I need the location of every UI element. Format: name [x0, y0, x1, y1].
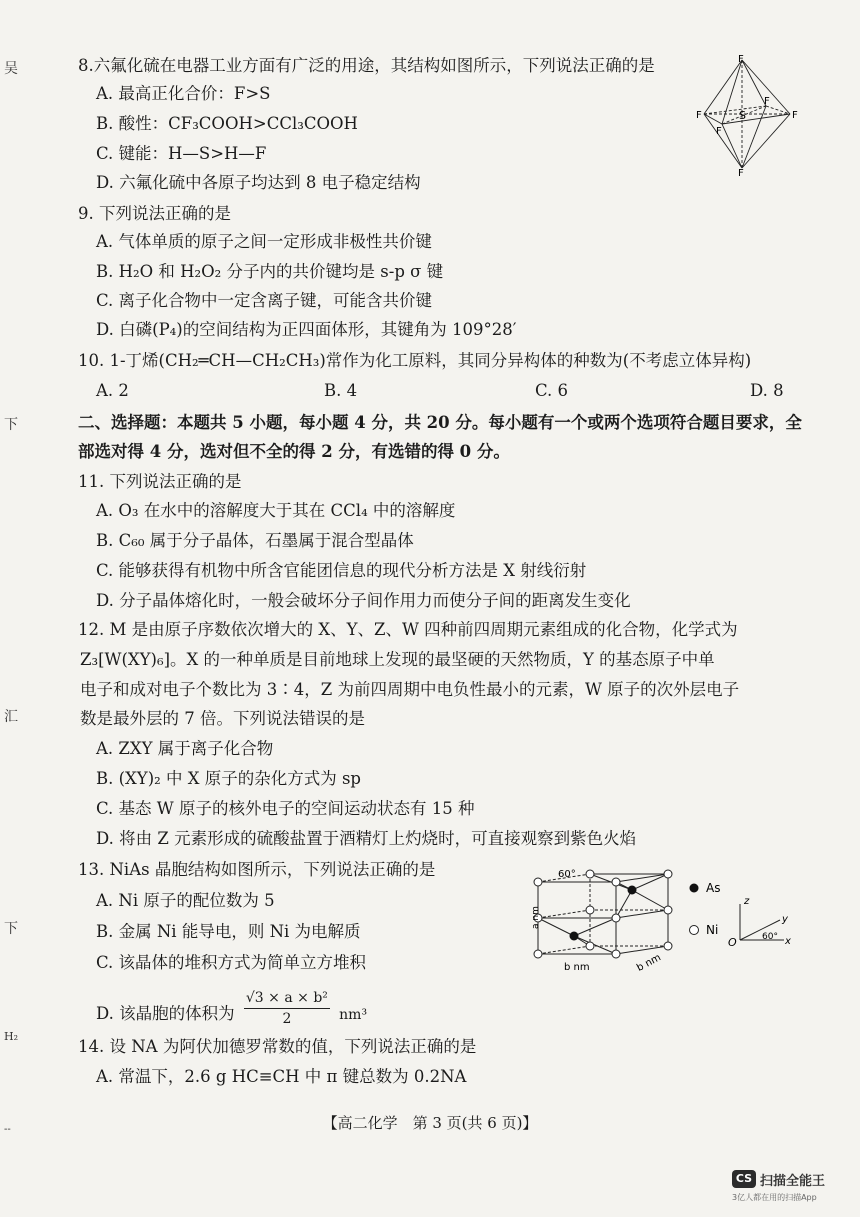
- fraction-numerator: √3 × a × b²: [244, 988, 330, 1009]
- scanner-tagline: 3亿人都在用的扫描App: [732, 1193, 817, 1202]
- question-10-option-d: D. 8: [750, 381, 784, 400]
- question-8-option-d: D. 六氟化硫中各原子均达到 8 电子稳定结构: [96, 173, 421, 192]
- question-11-option-b: B. C₆₀ 属于分子晶体，石墨属于混合型晶体: [96, 531, 414, 550]
- legend-as-label: As: [706, 881, 721, 895]
- cell-edge-label: b nm: [635, 952, 663, 974]
- margin-mark: 吴: [4, 61, 18, 77]
- f-atom-label: F: [792, 110, 798, 121]
- question-14-stem: 14. 设 NA 为阿伏加德罗常数的值，下列说法正确的是: [78, 1037, 477, 1056]
- axis-origin-label: O: [728, 936, 737, 949]
- scanner-watermark: [732, 1168, 842, 1208]
- sf6-structure-figure: [694, 50, 804, 180]
- axis-z-label: z: [744, 896, 750, 907]
- question-12-option-a: A. ZXY 属于离子化合物: [96, 739, 274, 758]
- question-13-option-d: [96, 990, 368, 1027]
- question-12-option-d: D. 将由 Z 元素形成的硫酸盐置于酒精灯上灼烧时，可直接观察到紫色火焰: [96, 829, 637, 848]
- scanner-logo-icon: CS: [732, 1170, 756, 1188]
- option-d-unit: nm³: [339, 1007, 368, 1023]
- f-atom-label: F: [738, 168, 744, 179]
- page-footer: 【高二化学 第 3 页(共 6 页)】: [322, 1114, 538, 1132]
- question-13-option-b: B. 金属 Ni 能导电，则 Ni 为电解质: [96, 922, 361, 941]
- question-8-option-a: A. 最高正化合价：F>S: [96, 84, 271, 103]
- cell-height-label: a nm: [531, 906, 541, 929]
- section-2-instructions: 二、选择题：本题共 5 小题，每小题 4 分，共 20 分。每小题有一个或两个选项符合题目要求，全: [78, 413, 802, 432]
- f-atom-label: F: [738, 54, 744, 65]
- margin-mark: 汇: [4, 709, 18, 725]
- question-12-option-c: C. 基态 W 原子的核外电子的空间运动状态有 15 种: [96, 799, 475, 818]
- cell-angle-label: 60°: [558, 869, 576, 880]
- question-13-option-a: A. Ni 原子的配位数为 5: [96, 891, 275, 910]
- question-12-stem: 电子和成对电子个数比为 3∶4，Z 为前四周期中电负性最小的元素，W 原子的次外层电子: [80, 680, 740, 699]
- question-12-stem: 12. M 是由原子序数依次增大的 X、Y、Z、W 四种前四周期元素组成的化合物，化学式为: [78, 620, 738, 639]
- legend-as-marker: [690, 884, 699, 893]
- cell-edge-label: b nm: [564, 962, 590, 973]
- question-8-stem: 8.六氟化硫在电器工业方面有广泛的用途，其结构如图所示，下列说法正确的是: [78, 56, 655, 75]
- question-12-option-b: B. (XY)₂ 中 X 原子的杂化方式为 sp: [96, 769, 361, 788]
- question-13-option-c: C. 该晶体的堆积方式为简单立方堆积: [96, 953, 367, 972]
- question-9-option-d: D. 白磷(P₄)的空间结构为正四面体形，其键角为 109°28′: [96, 320, 517, 339]
- question-9-option-b: B. H₂O 和 H₂O₂ 分子内的共价键均是 s-p σ 键: [96, 262, 444, 281]
- question-12-stem: Z₃[W(XY)₆]。X 的一种单质是目前地球上发现的最坚硬的天然物质，Y 的基态原子中单: [80, 650, 715, 669]
- margin-mark: 下: [4, 921, 18, 937]
- margin-mark: H₂: [4, 1030, 19, 1043]
- question-9-option-a: A. 气体单质的原子之间一定形成非极性共价键: [96, 232, 432, 251]
- question-14-option-a: A. 常温下，2.6 g HC≡CH 中 π 键总数为 0.2NA: [96, 1067, 467, 1086]
- scanner-app-name: 扫描全能王: [760, 1174, 826, 1189]
- question-10-option-b: B. 4: [324, 381, 358, 400]
- legend-ni-marker: [690, 926, 699, 935]
- question-8-option-c: C. 键能：H—S>H—F: [96, 144, 267, 163]
- question-9-option-c: C. 离子化合物中一定含离子键，可能含共价键: [96, 291, 433, 310]
- section-2-instructions: 部选对得 4 分，选对但不全的得 2 分，有选错的得 0 分。: [78, 442, 510, 461]
- option-d-prefix: D. 该晶胞的体积为: [96, 1004, 235, 1023]
- axis-y-label: y: [782, 914, 788, 925]
- question-13-stem: 13. NiAs 晶胞结构如图所示，下列说法正确的是: [78, 860, 436, 879]
- f-atom-label: F: [696, 110, 702, 121]
- question-10-option-c: C. 6: [535, 381, 569, 400]
- question-11-option-a: A. O₃ 在水中的溶解度大于其在 CCl₄ 中的溶解度: [96, 501, 456, 520]
- margin-mark: 下: [4, 417, 18, 433]
- axis-x-label: x: [785, 936, 791, 947]
- axis-angle-label: 60°: [762, 932, 778, 942]
- question-10-option-a: A. 2: [96, 381, 129, 400]
- fraction-denominator: 2: [282, 1011, 292, 1027]
- question-10-stem: 10. 1-丁烯(CH₂═CH—CH₂CH₃)常作为化工原料，其同分异构体的种数为(不考虑立体异构): [78, 351, 752, 370]
- question-11-option-c: C. 能够获得有机物中所含官能团信息的现代分析方法是 X 射线衍射: [96, 561, 587, 580]
- question-9-stem: 9. 下列说法正确的是: [78, 204, 231, 223]
- question-8-option-b: B. 酸性：CF₃COOH>CCl₃COOH: [96, 114, 358, 133]
- volume-fraction: [244, 988, 330, 1029]
- question-11-stem: 11. 下列说法正确的是: [78, 472, 242, 491]
- question-11-option-d: D. 分子晶体熔化时，一般会破坏分子间作用力而使分子间的距离发生变化: [96, 591, 631, 610]
- question-10-options: [0, 381, 860, 401]
- f-atom-label: F: [716, 126, 722, 137]
- f-atom-label: F: [764, 96, 770, 107]
- nias-unit-cell-figure: [518, 864, 798, 984]
- s-atom-label: S: [739, 109, 746, 122]
- legend-ni-label: Ni: [706, 923, 719, 937]
- margin-mark: --: [4, 1124, 11, 1135]
- question-12-stem: 数是最外层的 7 倍。下列说法错误的是: [80, 709, 365, 728]
